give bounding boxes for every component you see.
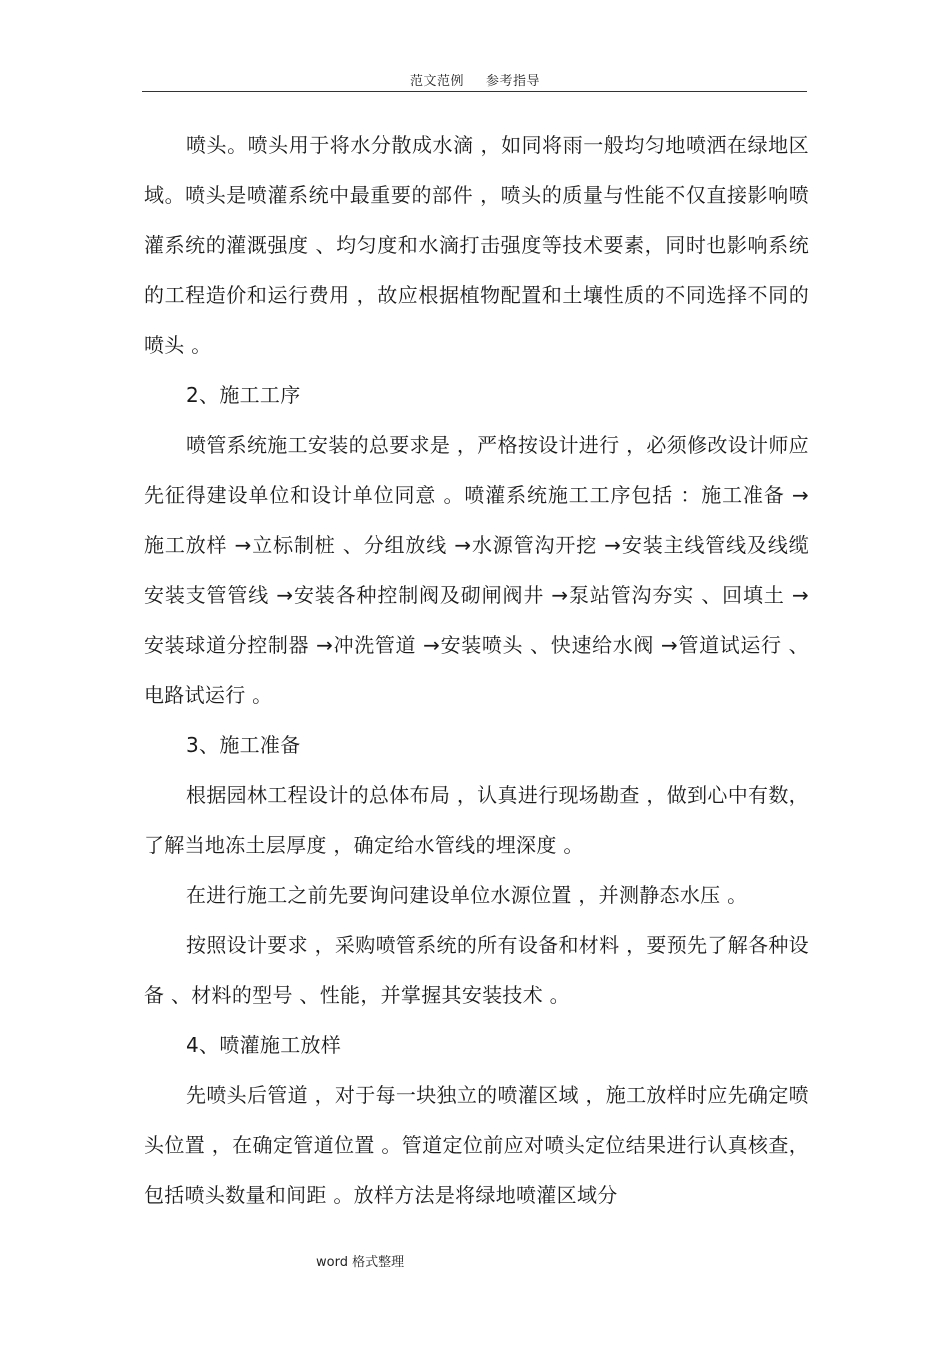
- paragraph-layout-staking: 先喷头后管道 ，对于每一块独立的喷灌区域 ，施工放样时应先确定喷头位置 ，在确定管道位置 。管道定位前应对喷头定位结果进行认真核查， 包括喷头数量和间距 。放样方法是将绿地喷灌区域分: [144, 1083, 809, 1207]
- heading-construction-preparation: 3、施工准备: [186, 733, 301, 757]
- page-footer: word 格式整理: [316, 1255, 405, 1270]
- header-divider: [142, 91, 807, 92]
- header-right-text: 参考指导: [486, 74, 541, 89]
- document-body: [144, 120, 809, 1220]
- heading-construction-process: 2、施工工序: [186, 383, 301, 407]
- paragraph-water-source: 在进行施工之前先要询问建设单位水源位置 ，并测静态水压 。: [186, 883, 748, 907]
- paragraph-construction-process: 喷管系统施工安装的总要求是 ，严格按设计进行 ，必须修改设计师应先征得建设单位和设计单位同意 。喷灌系统施工工序包括 ：施工准备 →施工放样 →立标制桩 、分组放线 →水源管沟开挖 →安装主线管线及线缆安装支管管线 →安装各种控制阀及砌闸阀井 →泵站管沟夯实 、回填土 →安装球道分控制器 →冲洗管道 →安装喷头 、快速给水阀 →管道试运行 、电路试运行 。: [144, 433, 809, 707]
- header-left-text: 范文范例: [409, 74, 464, 89]
- heading-layout-staking: 4、喷灌施工放样: [186, 1033, 342, 1057]
- paragraph-sprinkler-heads: 喷头。喷头用于将水分散成水滴 ，如同将雨一般均匀地喷洒在绿地区域。喷头是喷灌系统中最重要的部件 ，喷头的质量与性能不仅直接影响喷灌系统的灌溉强度 、均匀度和水滴打击强度等技术要素，同时也影响系统的工程造价和运行费用 ，故应根据植物配置和土壤性质的不同选择不同的喷头 。: [144, 133, 809, 357]
- paragraph-procurement: 按照设计要求 ，采购喷管系统的所有设备和材料 ，要预先了解各种设备 、材料的型号 、性能，并掌握其安装技术 。: [144, 933, 809, 1007]
- paragraph-site-survey: 根据园林工程设计的总体布局 ，认真进行现场勘查 ，做到心中有数，了解当地冻土层厚度 ，确定给水管线的埋深度 。: [144, 783, 809, 857]
- page-header: [0, 70, 950, 89]
